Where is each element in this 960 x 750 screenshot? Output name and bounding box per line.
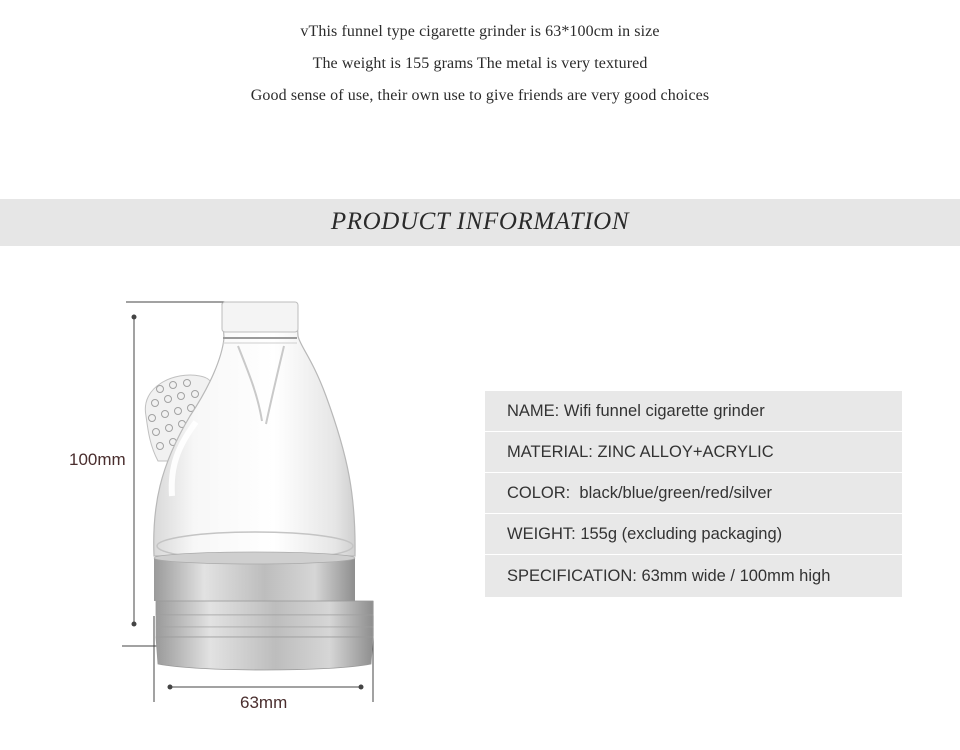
spec-row-material <box>485 432 902 473</box>
spec-row-weight <box>485 514 902 555</box>
height-dimension-label: 100mm <box>69 450 126 469</box>
spec-row-name <box>485 391 902 432</box>
spec-row-specification <box>485 555 902 597</box>
intro-line-2: The weight is 155 grams The metal is very textured <box>312 55 648 72</box>
spec-color-text: COLOR: black/blue/green/red/silver <box>507 483 773 502</box>
spec-material-text: MATERIAL: ZINC ALLOY+ACRYLIC <box>507 442 774 461</box>
spec-table <box>485 391 902 597</box>
spec-row-color <box>485 473 902 514</box>
banner-title: PRODUCT INFORMATION <box>330 207 630 235</box>
grinder-image <box>0 246 460 746</box>
spec-specification-text: SPECIFICATION: 63mm wide / 100mm high <box>507 566 831 585</box>
product-illustration <box>0 246 460 746</box>
spec-name-text: NAME: Wifi funnel cigarette grinder <box>507 401 765 420</box>
spec-weight-text: WEIGHT: 155g (excluding packaging) <box>507 524 783 543</box>
section-banner <box>0 199 960 246</box>
width-dimension-label: 63mm <box>240 693 288 712</box>
intro-text <box>0 0 960 112</box>
intro-line-3: Good sense of use, their own use to give friends are very good choices <box>250 87 710 104</box>
intro-line-1: vThis funnel type cigarette grinder is 63*100cm in size <box>300 23 660 40</box>
